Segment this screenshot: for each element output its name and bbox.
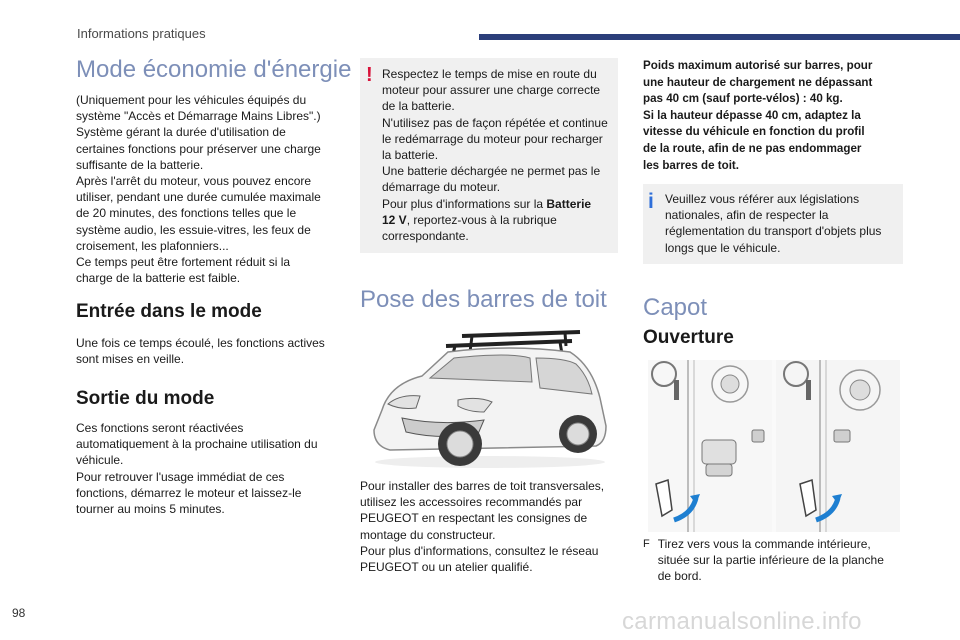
info-line: longs que le véhicule. (665, 240, 781, 255)
intro-line: utiliser, pendant une durée cumulée maximale (76, 190, 321, 205)
info-line: Veuillez vous référer aux législations (665, 192, 860, 206)
warning-line: Respectez le temps de mise en route du (382, 67, 597, 81)
page-title: Mode économie d'énergie (76, 56, 352, 83)
header-bar (479, 34, 960, 40)
hood-release-illustration (648, 360, 900, 532)
warning-line: la batterie. (382, 148, 439, 163)
warning-line: correspondante. (382, 229, 469, 244)
watermark: carmanualsonline.info (622, 608, 862, 635)
warning-line: Une batterie déchargée ne permet pas le (382, 164, 601, 179)
roof-line: Pour plus d'informations, consultez le réseau (360, 543, 599, 558)
hood-release-icon (648, 360, 900, 532)
exit-line: véhicule. (76, 453, 124, 468)
entry-line: Une fois ce temps écoulé, les fonctions actives (76, 336, 325, 350)
instruction-line: située sur la partie inférieure de la planche (657, 553, 884, 568)
page-number: 98 (12, 606, 26, 620)
info-text (665, 191, 899, 256)
roof-load-warning (643, 58, 905, 174)
warning-line: le redémarrage du moteur pour recharger (382, 131, 603, 146)
intro-line: Après l'arrêt du moteur, vous pouvez encore (76, 174, 312, 189)
load-line: pas 40 cm (sauf porte-vélos) : 40 kg. (643, 92, 843, 106)
info-line: nationales, afin de respecter la (665, 208, 829, 223)
intro-line: suffisante de la batterie. (76, 157, 204, 172)
load-line: de la route, afin de ne pas endommager (643, 141, 862, 155)
opening-heading: Ouverture (643, 327, 734, 348)
entry-heading: Entrée dans le mode (76, 301, 262, 322)
instruction-line: de bord. (657, 569, 702, 584)
intro-line: croisement, les plafonniers... (76, 238, 229, 253)
warning-tail: , reportez-vous à la rubrique (406, 212, 557, 227)
intro-line: Système gérant la durée d'utilisation de (76, 125, 286, 140)
warning-line: moteur pour assurer une charge correcte (382, 83, 601, 98)
warning-line: démarrage du moteur. (382, 180, 501, 195)
battery-voltage: 12 V (382, 212, 407, 227)
exit-line: Pour retrouver l'usage immédiat de ces (76, 469, 285, 484)
warning-line: de la batterie. (382, 99, 455, 114)
instruction-line: Tirez vers vous la commande intérieure, (657, 537, 871, 551)
hood-heading: Capot (643, 294, 708, 321)
warning-text (382, 66, 616, 244)
info-line: réglementation du transport d'objets plus (665, 224, 882, 239)
car-roof-bars-illustration (360, 322, 618, 472)
info-note (643, 184, 903, 264)
warning-icon: ! (366, 64, 373, 86)
entry-text (76, 335, 346, 367)
load-line: vitesse du véhicule en fonction du profil (643, 125, 865, 139)
exit-line: automatiquement à la prochaine utilisation du (76, 437, 318, 452)
intro-line: système audio, les essuie-vitres, les feux de (76, 222, 311, 237)
roof-line: montage du constructeur. (360, 527, 496, 542)
warning-line: N'utilisez pas de façon répétée et continue (382, 115, 608, 130)
entry-line: sont mises en veille. (76, 352, 185, 367)
exit-line: tourner au moins 5 minutes. (76, 502, 225, 517)
warning-line (382, 196, 616, 212)
exit-text (76, 420, 346, 517)
exit-line: Ces fonctions seront réactivées (76, 421, 244, 435)
section-label: Informations pratiques (77, 26, 206, 41)
roof-line: PEUGEOT ou un atelier qualifié. (360, 560, 533, 575)
roof-line: PEUGEOT en respectant les consignes de (360, 511, 588, 526)
exit-heading: Sortie du mode (76, 388, 215, 409)
intro-line: Ce temps peut être fortement réduit si la (76, 255, 291, 270)
roof-bars-text (360, 478, 618, 575)
hood-instruction-text (658, 536, 884, 585)
intro-line: de 20 minutes, des fonctions telles que le (76, 206, 297, 221)
warning-line (382, 212, 616, 228)
intro-text (76, 92, 346, 286)
roof-line: utilisez les accessoires recommandés par (360, 495, 583, 510)
roof-line: Pour installer des barres de toit transversales, (360, 479, 605, 493)
bullet-marker: F (643, 538, 650, 550)
load-line: Si la hauteur dépasse 40 cm, adaptez la (643, 108, 861, 122)
roof-bars-heading: Pose des barres de toit (360, 286, 607, 313)
warning-line-start: Pour plus d'informations sur la (382, 196, 544, 211)
load-line: Poids maximum autorisé sur barres, pour (643, 59, 873, 72)
intro-line: système "Accès et Démarrage Mains Libres".) (76, 109, 321, 124)
load-line: une hauteur de chargement ne dépassant (643, 75, 873, 89)
intro-line: charge de la batterie est faible. (76, 271, 241, 286)
car-icon (360, 322, 618, 472)
battery-term: Batterie (546, 196, 592, 211)
intro-line: (Uniquement pour les véhicules équipés du (76, 93, 307, 107)
exit-line: fonctions, démarrez le moteur et laissez-le (76, 485, 302, 500)
warning-note (360, 58, 618, 253)
hood-instruction (643, 536, 903, 585)
intro-line: certaines fonctions pour préserver une charge (76, 141, 321, 156)
load-line: les barres de toit. (643, 158, 740, 172)
info-icon: i (648, 190, 654, 213)
